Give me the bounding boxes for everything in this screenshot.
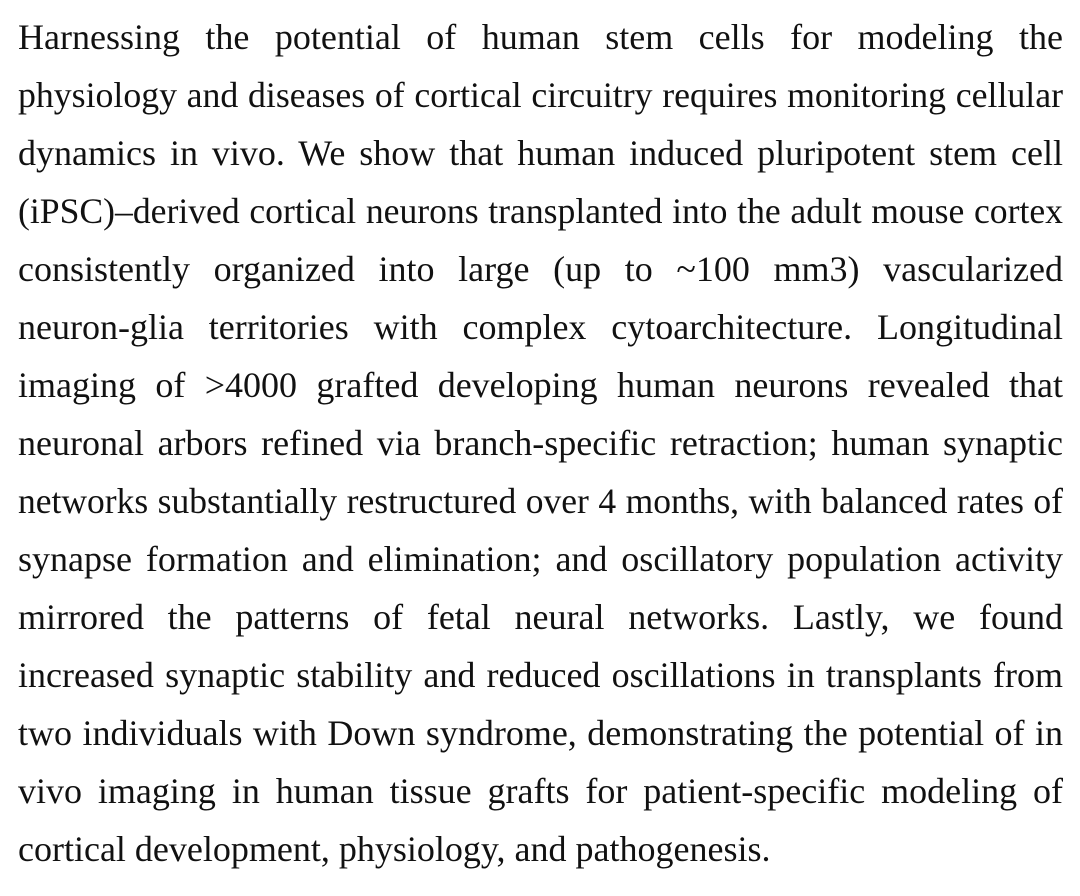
abstract-line-14: vivo imaging in human tissue grafts for patient-specific modeling of xyxy=(18,771,1063,811)
abstract-line-4: (iPSC)–derived cortical neurons transplanted into the adult mouse cortex xyxy=(18,191,1063,231)
abstract-line-1: Harnessing the potential of human stem cells for modeling the xyxy=(18,17,1063,57)
abstract-line-12: increased synaptic stability and reduced oscillations in transplants from xyxy=(18,655,1063,695)
abstract-line-3: dynamics in vivo. We show that human induced pluripotent stem cell xyxy=(18,133,1063,173)
abstract-paragraph xyxy=(18,8,1063,878)
abstract-line-11: mirrored the patterns of fetal neural networks. Lastly, we found xyxy=(18,597,1063,637)
abstract-line-9: networks substantially restructured over 4 months, with balanced rates of xyxy=(18,481,1063,521)
abstract-line-8: neuronal arbors refined via branch-specific retraction; human synaptic xyxy=(18,423,1063,463)
abstract-line-7: imaging of >4000 grafted developing human neurons revealed that xyxy=(18,365,1063,405)
abstract-line-5: consistently organized into large (up to ~100 mm3) vascularized xyxy=(18,249,1063,289)
abstract-line-10: synapse formation and elimination; and oscillatory population activity xyxy=(18,539,1063,579)
abstract-line-15: cortical development, physiology, and pathogenesis. xyxy=(18,829,771,869)
abstract-line-2: physiology and diseases of cortical circuitry requires monitoring cellular xyxy=(18,75,1063,115)
abstract-line-6: neuron-glia territories with complex cytoarchitecture. Longitudinal xyxy=(18,307,1063,347)
abstract-line-13: two individuals with Down syndrome, demonstrating the potential of in xyxy=(18,713,1063,753)
